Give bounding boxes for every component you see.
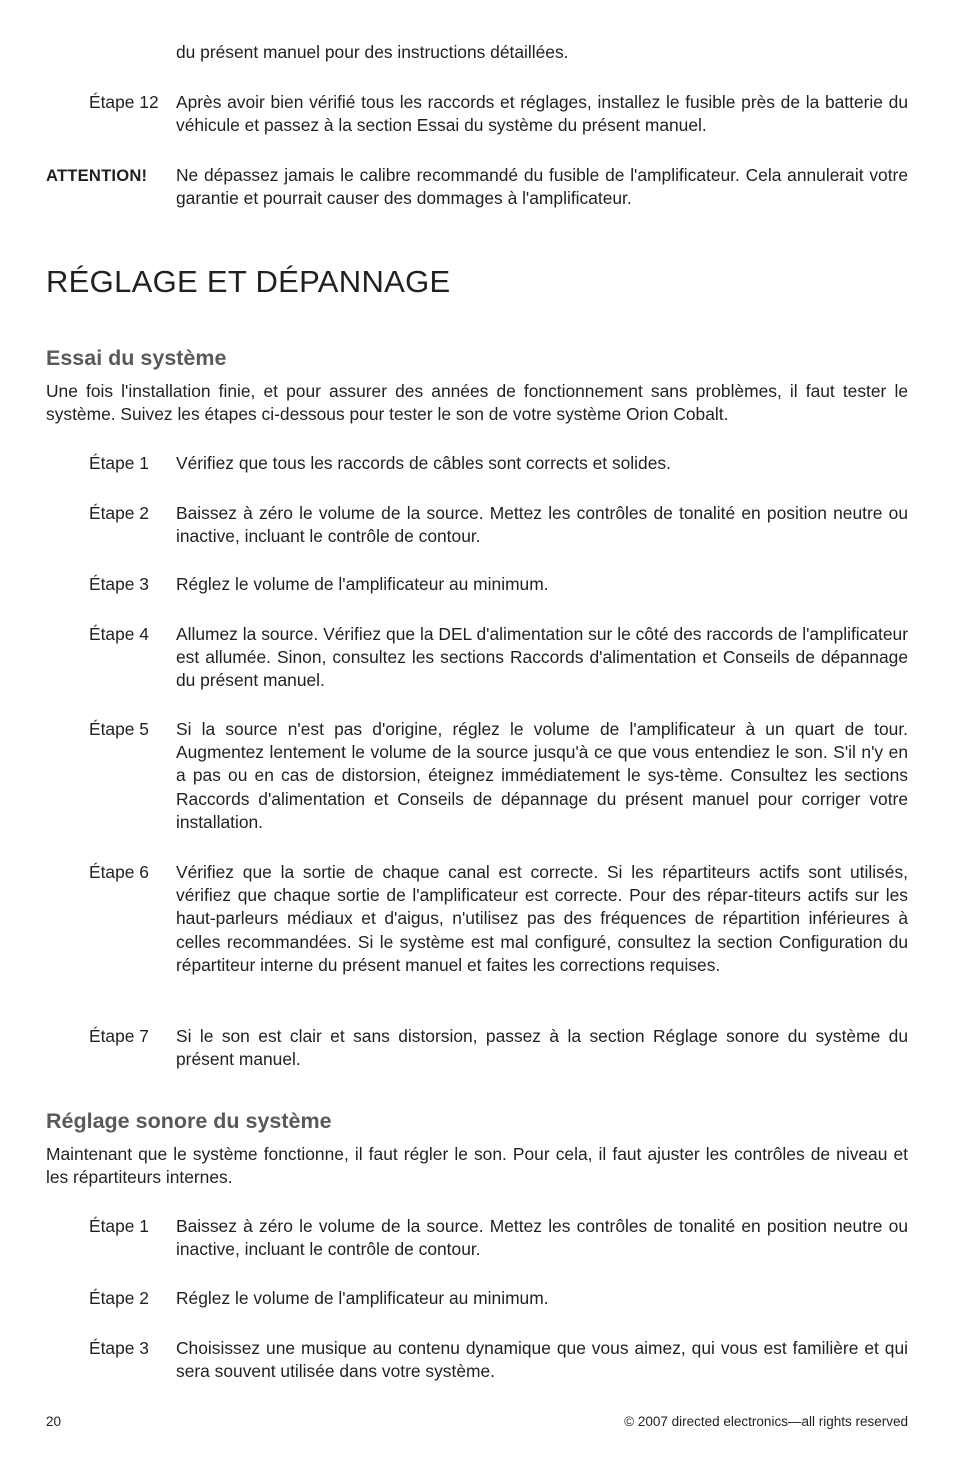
step-label: Étape 5 bbox=[89, 719, 149, 739]
step-text: Réglez le volume de l'amplificateur au minimum. bbox=[176, 1288, 549, 1308]
step-text: Baissez à zéro le volume de la source. Mettez les contrôles de tonalité en position neutre ou inactive, incluant le contrôle de contour. bbox=[176, 503, 908, 547]
step-text: Baissez à zéro le volume de la source. Mettez les contrôles de tonalité en position neutre ou inactive, incluant le contrôle de contour. bbox=[176, 1216, 908, 1260]
warning-label: ATTENTION! bbox=[46, 166, 148, 185]
step-label: Étape 6 bbox=[89, 862, 149, 882]
step-text: Si la source n'est pas d'origine, réglez le volume de l'amplificateur à un quart de tour. Augmentez lentement le volume de la source jusqu'à ce que vous entendiez le son. S'il n'y en a pas ou en cas de distorsion, éteignez immédiatement le sys-tème. Consultez les sections Raccords d'alimentation et Conseils de dépannage du présent manuel pour corriger votre installation. bbox=[176, 719, 908, 832]
step-label: Étape 3 bbox=[89, 1338, 149, 1358]
step-label: Étape 1 bbox=[89, 1216, 149, 1236]
warning-text: Ne dépassez jamais le calibre recommandé du fusible de l'amplificateur. Cela annulerait votre garantie et pourrait causer des dommages à l'amplificateur. bbox=[176, 165, 908, 209]
step-text: Choisissez une musique au contenu dynamique que vous aimez, qui vous est familière et qui sera souvent utilisée dans votre système. bbox=[176, 1338, 908, 1382]
step-label: Étape 2 bbox=[89, 1288, 149, 1308]
sound-tuning-heading: Réglage sonore du système bbox=[46, 1109, 332, 1133]
step-text: Si le son est clair et sans distorsion, passez à la section Réglage sonore du système du présent manuel. bbox=[176, 1026, 908, 1070]
main-title: RÉGLAGE ET DÉPANNAGE bbox=[46, 264, 451, 299]
step-text: Allumez la source. Vérifiez que la DEL d'alimentation sur le côté des raccords de l'amplificateur est allumée. Sinon, consultez les sections Raccords d'alimentation et Conseils de dépannage du présent manuel. bbox=[176, 624, 908, 691]
step-text: Vérifiez que tous les raccords de câbles sont corrects et solides. bbox=[176, 453, 671, 473]
step-label: Étape 1 bbox=[89, 453, 149, 473]
continuation-text: du présent manuel pour des instructions détaillées. bbox=[176, 42, 569, 62]
step-label: Étape 4 bbox=[89, 624, 149, 644]
step-12-label: Étape 12 bbox=[89, 92, 159, 112]
step-text: Réglez le volume de l'amplificateur au minimum. bbox=[176, 574, 549, 594]
sound-tuning-intro: Maintenant que le système fonctionne, il faut régler le son. Pour cela, il faut ajuster les contrôles de niveau et les répartiteurs internes. bbox=[46, 1144, 908, 1188]
step-12-text: Après avoir bien vérifié tous les raccords et réglages, installez le fusible près de la batterie du véhicule et passez à la section Essai du système du présent manuel. bbox=[176, 92, 908, 136]
step-text: Vérifiez que la sortie de chaque canal est correcte. Si les répartiteurs actifs sont utilisés, vérifiez que chaque sortie de l'amplificateur est correcte. Pour des répar-titeurs actifs sur les haut-parleurs médiaux et d'aigus, n'utilisez pas des fréquences de répartition inférieures à celles recommandées. Si le système est mal configuré, consultez la section Configuration du répartiteur interne du présent manuel et faites les corrections requises. bbox=[176, 862, 908, 975]
system-test-heading: Essai du système bbox=[46, 346, 227, 370]
step-label: Étape 2 bbox=[89, 503, 149, 523]
page-number: 20 bbox=[46, 1414, 62, 1429]
system-test-intro: Une fois l'installation finie, et pour assurer des années de fonctionnement sans problèmes, il faut tester le système. Suivez les étapes ci-dessous pour tester le son de votre système Orion Cobalt. bbox=[46, 381, 908, 425]
step-label: Étape 7 bbox=[89, 1026, 149, 1046]
copyright-notice: © 2007 directed electronics—all rights reserved bbox=[624, 1414, 908, 1429]
step-label: Étape 3 bbox=[89, 574, 149, 594]
